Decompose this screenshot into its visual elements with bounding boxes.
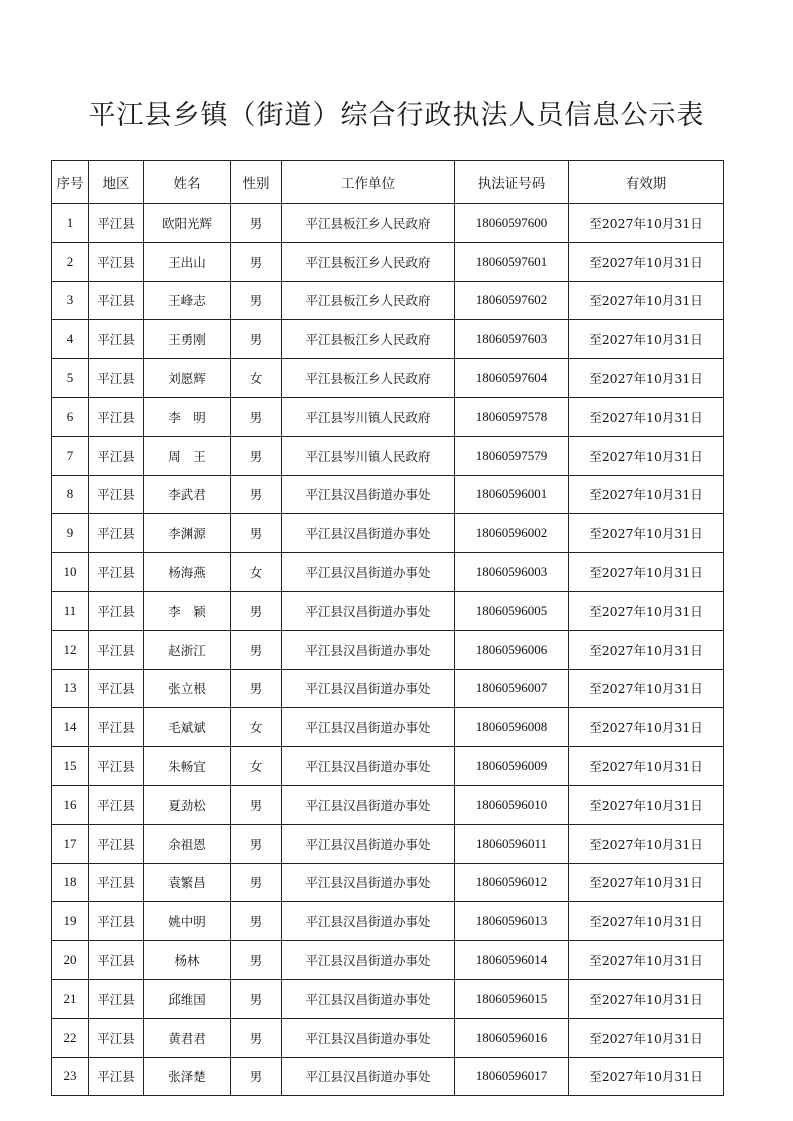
valid-until-cell: 至2027年10月31日 xyxy=(569,902,724,941)
personnel-table xyxy=(51,160,724,1096)
name-cell: 夏劲松 xyxy=(144,785,231,824)
work-unit-cell: 平江县汉昌街道办事处 xyxy=(282,669,455,708)
name-cell: 余祖恩 xyxy=(144,824,231,863)
index-cell: 14 xyxy=(52,708,89,747)
license-number-cell: 18060596008 xyxy=(455,708,569,747)
work-unit-cell: 平江县汉昌街道办事处 xyxy=(282,863,455,902)
work-unit-cell: 平江县板江乡人民政府 xyxy=(282,281,455,320)
header-region: 地区 xyxy=(89,161,144,204)
region-cell: 平江县 xyxy=(89,204,144,243)
work-unit-cell: 平江县汉昌街道办事处 xyxy=(282,902,455,941)
gender-cell: 男 xyxy=(231,824,282,863)
gender-cell: 男 xyxy=(231,281,282,320)
gender-cell: 男 xyxy=(231,863,282,902)
table-row xyxy=(52,708,724,747)
name-cell: 李 明 xyxy=(144,397,231,436)
name-cell: 毛斌斌 xyxy=(144,708,231,747)
header-name: 姓名 xyxy=(144,161,231,204)
work-unit-cell: 平江县板江乡人民政府 xyxy=(282,204,455,243)
valid-until-cell: 至2027年10月31日 xyxy=(569,863,724,902)
index-cell: 5 xyxy=(52,359,89,398)
gender-cell: 男 xyxy=(231,1057,282,1096)
table-row xyxy=(52,204,724,243)
table-row xyxy=(52,397,724,436)
valid-until-cell: 至2027年10月31日 xyxy=(569,242,724,281)
index-cell: 4 xyxy=(52,320,89,359)
table-row xyxy=(52,863,724,902)
name-cell: 邱维国 xyxy=(144,979,231,1018)
valid-until-cell: 至2027年10月31日 xyxy=(569,747,724,786)
header-valid-until: 有效期 xyxy=(569,161,724,204)
name-cell: 王出山 xyxy=(144,242,231,281)
table-row xyxy=(52,281,724,320)
name-cell: 朱畅宜 xyxy=(144,747,231,786)
gender-cell: 男 xyxy=(231,475,282,514)
gender-cell: 男 xyxy=(231,204,282,243)
valid-until-cell: 至2027年10月31日 xyxy=(569,591,724,630)
region-cell: 平江县 xyxy=(89,397,144,436)
region-cell: 平江县 xyxy=(89,553,144,592)
license-number-cell: 18060597601 xyxy=(455,242,569,281)
name-cell: 姚中明 xyxy=(144,902,231,941)
region-cell: 平江县 xyxy=(89,320,144,359)
work-unit-cell: 平江县汉昌街道办事处 xyxy=(282,475,455,514)
index-cell: 1 xyxy=(52,204,89,243)
gender-cell: 女 xyxy=(231,359,282,398)
header-row xyxy=(52,161,724,204)
work-unit-cell: 平江县岑川镇人民政府 xyxy=(282,436,455,475)
index-cell: 15 xyxy=(52,747,89,786)
valid-until-cell: 至2027年10月31日 xyxy=(569,785,724,824)
table-row xyxy=(52,630,724,669)
table-row xyxy=(52,359,724,398)
work-unit-cell: 平江县汉昌街道办事处 xyxy=(282,1018,455,1057)
license-number-cell: 18060597602 xyxy=(455,281,569,320)
region-cell: 平江县 xyxy=(89,591,144,630)
gender-cell: 男 xyxy=(231,436,282,475)
gender-cell: 男 xyxy=(231,979,282,1018)
license-number-cell: 18060596014 xyxy=(455,941,569,980)
license-number-cell: 18060596007 xyxy=(455,669,569,708)
valid-until-cell: 至2027年10月31日 xyxy=(569,824,724,863)
header-work-unit: 工作单位 xyxy=(282,161,455,204)
table-row xyxy=(52,747,724,786)
region-cell: 平江县 xyxy=(89,436,144,475)
index-cell: 7 xyxy=(52,436,89,475)
gender-cell: 男 xyxy=(231,669,282,708)
valid-until-cell: 至2027年10月31日 xyxy=(569,281,724,320)
work-unit-cell: 平江县汉昌街道办事处 xyxy=(282,824,455,863)
work-unit-cell: 平江县板江乡人民政府 xyxy=(282,242,455,281)
index-cell: 11 xyxy=(52,591,89,630)
table-row xyxy=(52,514,724,553)
table-row xyxy=(52,1018,724,1057)
index-cell: 9 xyxy=(52,514,89,553)
region-cell: 平江县 xyxy=(89,669,144,708)
valid-until-cell: 至2027年10月31日 xyxy=(569,1018,724,1057)
valid-until-cell: 至2027年10月31日 xyxy=(569,630,724,669)
index-cell: 20 xyxy=(52,941,89,980)
index-cell: 10 xyxy=(52,553,89,592)
name-cell: 李武君 xyxy=(144,475,231,514)
index-cell: 22 xyxy=(52,1018,89,1057)
license-number-cell: 18060596006 xyxy=(455,630,569,669)
table-row xyxy=(52,436,724,475)
region-cell: 平江县 xyxy=(89,785,144,824)
index-cell: 16 xyxy=(52,785,89,824)
work-unit-cell: 平江县汉昌街道办事处 xyxy=(282,591,455,630)
license-number-cell: 18060596011 xyxy=(455,824,569,863)
header-index: 序号 xyxy=(52,161,89,204)
name-cell: 欧阳光辉 xyxy=(144,204,231,243)
index-cell: 17 xyxy=(52,824,89,863)
header-license-number: 执法证号码 xyxy=(455,161,569,204)
valid-until-cell: 至2027年10月31日 xyxy=(569,436,724,475)
table-row xyxy=(52,785,724,824)
index-cell: 19 xyxy=(52,902,89,941)
gender-cell: 男 xyxy=(231,591,282,630)
name-cell: 王峰志 xyxy=(144,281,231,320)
table-row xyxy=(52,979,724,1018)
region-cell: 平江县 xyxy=(89,630,144,669)
table-row xyxy=(52,475,724,514)
valid-until-cell: 至2027年10月31日 xyxy=(569,204,724,243)
region-cell: 平江县 xyxy=(89,979,144,1018)
valid-until-cell: 至2027年10月31日 xyxy=(569,397,724,436)
index-cell: 18 xyxy=(52,863,89,902)
license-number-cell: 18060596013 xyxy=(455,902,569,941)
name-cell: 王勇刚 xyxy=(144,320,231,359)
header-gender: 性别 xyxy=(231,161,282,204)
table-row xyxy=(52,553,724,592)
valid-until-cell: 至2027年10月31日 xyxy=(569,359,724,398)
license-number-cell: 18060597578 xyxy=(455,397,569,436)
license-number-cell: 18060596003 xyxy=(455,553,569,592)
region-cell: 平江县 xyxy=(89,902,144,941)
valid-until-cell: 至2027年10月31日 xyxy=(569,941,724,980)
table-row xyxy=(52,941,724,980)
license-number-cell: 18060596001 xyxy=(455,475,569,514)
region-cell: 平江县 xyxy=(89,941,144,980)
license-number-cell: 18060596016 xyxy=(455,1018,569,1057)
gender-cell: 女 xyxy=(231,708,282,747)
name-cell: 杨林 xyxy=(144,941,231,980)
work-unit-cell: 平江县板江乡人民政府 xyxy=(282,359,455,398)
index-cell: 13 xyxy=(52,669,89,708)
table-row xyxy=(52,320,724,359)
gender-cell: 男 xyxy=(231,902,282,941)
gender-cell: 女 xyxy=(231,553,282,592)
table-body xyxy=(52,204,724,1096)
license-number-cell: 18060596010 xyxy=(455,785,569,824)
index-cell: 2 xyxy=(52,242,89,281)
name-cell: 黄君君 xyxy=(144,1018,231,1057)
index-cell: 8 xyxy=(52,475,89,514)
index-cell: 3 xyxy=(52,281,89,320)
work-unit-cell: 平江县汉昌街道办事处 xyxy=(282,514,455,553)
gender-cell: 男 xyxy=(231,630,282,669)
region-cell: 平江县 xyxy=(89,242,144,281)
index-cell: 23 xyxy=(52,1057,89,1096)
work-unit-cell: 平江县汉昌街道办事处 xyxy=(282,630,455,669)
name-cell: 周 王 xyxy=(144,436,231,475)
index-cell: 12 xyxy=(52,630,89,669)
name-cell: 张立根 xyxy=(144,669,231,708)
valid-until-cell: 至2027年10月31日 xyxy=(569,553,724,592)
table-row xyxy=(52,242,724,281)
work-unit-cell: 平江县汉昌街道办事处 xyxy=(282,553,455,592)
index-cell: 6 xyxy=(52,397,89,436)
name-cell: 李渊源 xyxy=(144,514,231,553)
work-unit-cell: 平江县汉昌街道办事处 xyxy=(282,708,455,747)
gender-cell: 男 xyxy=(231,1018,282,1057)
work-unit-cell: 平江县汉昌街道办事处 xyxy=(282,1057,455,1096)
name-cell: 袁繁昌 xyxy=(144,863,231,902)
valid-until-cell: 至2027年10月31日 xyxy=(569,979,724,1018)
name-cell: 张泽楚 xyxy=(144,1057,231,1096)
region-cell: 平江县 xyxy=(89,863,144,902)
license-number-cell: 18060597604 xyxy=(455,359,569,398)
gender-cell: 男 xyxy=(231,397,282,436)
region-cell: 平江县 xyxy=(89,1018,144,1057)
license-number-cell: 18060596009 xyxy=(455,747,569,786)
gender-cell: 男 xyxy=(231,941,282,980)
valid-until-cell: 至2027年10月31日 xyxy=(569,514,724,553)
valid-until-cell: 至2027年10月31日 xyxy=(569,475,724,514)
license-number-cell: 18060596017 xyxy=(455,1057,569,1096)
table-row xyxy=(52,902,724,941)
table-row xyxy=(52,591,724,630)
license-number-cell: 18060597579 xyxy=(455,436,569,475)
gender-cell: 女 xyxy=(231,747,282,786)
work-unit-cell: 平江县岑川镇人民政府 xyxy=(282,397,455,436)
name-cell: 李 颖 xyxy=(144,591,231,630)
license-number-cell: 18060596015 xyxy=(455,979,569,1018)
license-number-cell: 18060596012 xyxy=(455,863,569,902)
name-cell: 刘愿辉 xyxy=(144,359,231,398)
license-number-cell: 18060597603 xyxy=(455,320,569,359)
license-number-cell: 18060596002 xyxy=(455,514,569,553)
work-unit-cell: 平江县汉昌街道办事处 xyxy=(282,941,455,980)
work-unit-cell: 平江县汉昌街道办事处 xyxy=(282,747,455,786)
region-cell: 平江县 xyxy=(89,708,144,747)
table-row xyxy=(52,1057,724,1096)
region-cell: 平江县 xyxy=(89,281,144,320)
work-unit-cell: 平江县板江乡人民政府 xyxy=(282,320,455,359)
region-cell: 平江县 xyxy=(89,514,144,553)
page-title: 平江县乡镇（街道）综合行政执法人员信息公示表 xyxy=(88,100,705,131)
work-unit-cell: 平江县汉昌街道办事处 xyxy=(282,979,455,1018)
region-cell: 平江县 xyxy=(89,824,144,863)
gender-cell: 男 xyxy=(231,785,282,824)
table-row xyxy=(52,669,724,708)
index-cell: 21 xyxy=(52,979,89,1018)
gender-cell: 男 xyxy=(231,514,282,553)
license-number-cell: 18060596005 xyxy=(455,591,569,630)
region-cell: 平江县 xyxy=(89,1057,144,1096)
region-cell: 平江县 xyxy=(89,359,144,398)
gender-cell: 男 xyxy=(231,320,282,359)
work-unit-cell: 平江县汉昌街道办事处 xyxy=(282,785,455,824)
region-cell: 平江县 xyxy=(89,747,144,786)
valid-until-cell: 至2027年10月31日 xyxy=(569,320,724,359)
valid-until-cell: 至2027年10月31日 xyxy=(569,708,724,747)
gender-cell: 男 xyxy=(231,242,282,281)
table-header xyxy=(52,161,724,204)
valid-until-cell: 至2027年10月31日 xyxy=(569,1057,724,1096)
region-cell: 平江县 xyxy=(89,475,144,514)
table-row xyxy=(52,824,724,863)
name-cell: 杨海燕 xyxy=(144,553,231,592)
license-number-cell: 18060597600 xyxy=(455,204,569,243)
name-cell: 赵浙江 xyxy=(144,630,231,669)
valid-until-cell: 至2027年10月31日 xyxy=(569,669,724,708)
